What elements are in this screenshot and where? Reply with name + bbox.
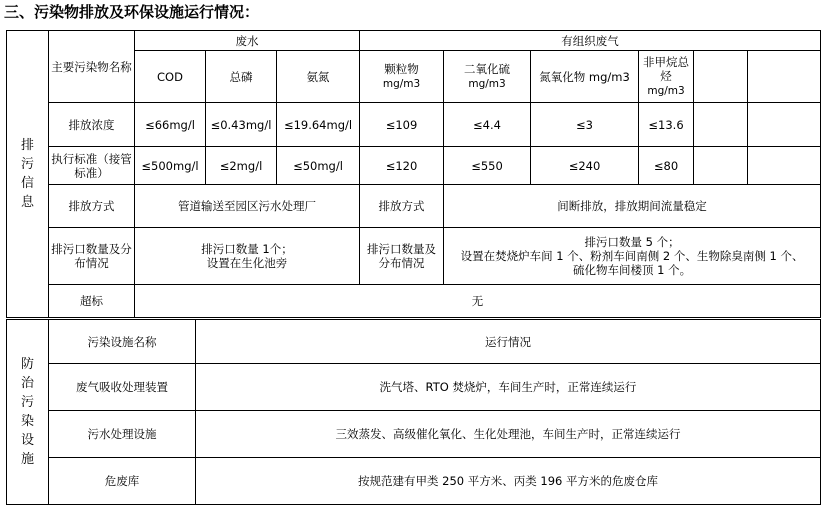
exceed-label: 超标 [49,285,135,318]
facility-name: 危废库 [49,458,196,505]
empty-cell [694,103,748,147]
gas-outlets-label: 排污口数量及分布情况 [360,228,444,285]
gas-method-value: 间断排放，排放期间流量稳定 [444,185,821,228]
empty-cell [694,147,748,185]
pollutant-name-header: 主要污染物名称 [49,31,135,103]
ww-pollutant-cod: COD [135,51,206,103]
wastewater-header: 废水 [135,31,360,51]
gas-pollutant-so2: 二氧化硫 mg/m3 [444,51,531,103]
concentration-nox: ≤3 [531,103,639,147]
standard-nmhc: ≤80 [639,147,694,185]
exceed-value: 无 [135,285,821,318]
section-title: 三、污染物排放及环保设施运行情况： [4,3,260,21]
concentration-cod: ≤66mg/l [135,103,206,147]
gas-method-label: 排放方式 [360,185,444,228]
empty-cell [748,147,821,185]
ww-outlets-value: 排污口数量 1个； 设置在生化池旁 [135,228,360,285]
standard-ammonia: ≤50mg/l [277,147,360,185]
standard-nox: ≤240 [531,147,639,185]
ww-pollutant-phosphorus: 总磷 [206,51,277,103]
facility-name: 污水处理设施 [49,411,196,458]
prevention-facilities-table [6,319,821,505]
standard-cod: ≤500mg/l [135,147,206,185]
facility-name: 废气吸收处理装置 [49,364,196,411]
method-label: 排放方式 [49,185,135,228]
standard-phosphorus: ≤2mg/l [206,147,277,185]
concentration-nmhc: ≤13.6 [639,103,694,147]
empty-cell [694,51,748,103]
exhaust-header: 有组织废气 [360,31,821,51]
concentration-particulate: ≤109 [360,103,444,147]
gas-pollutant-particulate: 颗粒物 mg/m3 [360,51,444,103]
standard-particulate: ≤120 [360,147,444,185]
outlets-label: 排污口数量及分布情况 [49,228,135,285]
concentration-label: 排放浓度 [49,103,135,147]
discharge-info-table [6,30,821,318]
facility-status: 三效蒸发、高级催化氧化、生化处理池，车间生产时，正常连续运行 [196,411,821,458]
concentration-ammonia: ≤19.64mg/l [277,103,360,147]
gas-pollutant-nmhc: 非甲烷总烃 mg/m3 [639,51,694,103]
gas-outlets-value: 排污口数量 5 个； 设置在焚烧炉车间 1 个、粉剂车间南侧 2 个、生物除臭南侧 1 个、 硫化物车间楼顶 1 个。 [444,228,821,285]
facility-status: 按规范建有甲类 250 平方米、丙类 196 平方米的危废仓库 [196,458,821,505]
facility-name-header: 污染设施名称 [49,320,196,364]
empty-cell [748,103,821,147]
ww-method-value: 管道输送至园区污水处理厂 [135,185,360,228]
gas-pollutant-nox: 氮氧化物 mg/m3 [531,51,639,103]
prevention-section-label: 防 治 污 染 设 施 [7,320,49,505]
ww-pollutant-ammonia: 氨氮 [277,51,360,103]
standard-label: 执行标准（接管标准） [49,147,135,185]
concentration-phosphorus: ≤0.43mg/l [206,103,277,147]
facility-status-header: 运行情况 [196,320,821,364]
concentration-so2: ≤4.4 [444,103,531,147]
discharge-section-label: 排 污 信 息 [7,31,49,318]
facility-status: 洗气塔、RTO 焚烧炉，车间生产时，正常连续运行 [196,364,821,411]
standard-so2: ≤550 [444,147,531,185]
empty-cell [748,51,821,103]
